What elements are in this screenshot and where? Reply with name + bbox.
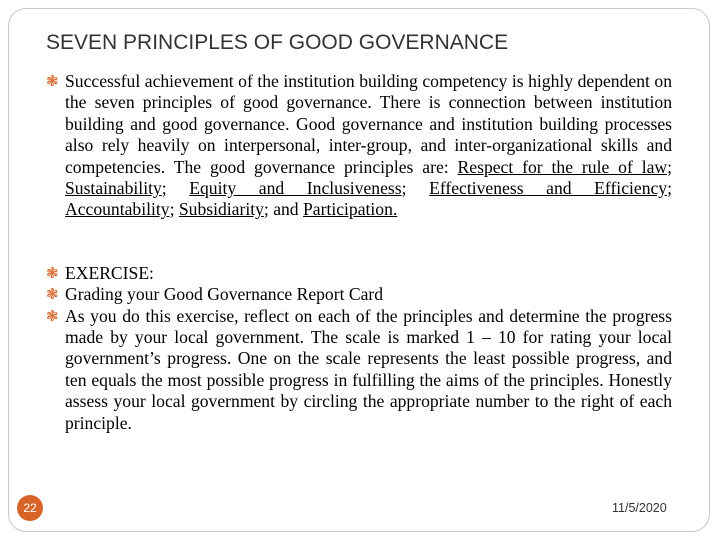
principle-subsidiarity: Subsidiarity (178, 199, 264, 220)
slide-body (46, 71, 672, 434)
principle-sustainability: Sustainability (65, 178, 162, 199)
principle-participation: Participation. (303, 199, 398, 220)
principle-effectiveness: Effectiveness and Efficiency (429, 178, 668, 199)
bullet-icon: ❃ (46, 308, 59, 325)
intro-bullet: ❃ Successful achievement of the institution building competency is highly dependent on the seven principles of good governance. There is connection between institution building and good governance. Good governance and institution building processes also rely heavily on interpersonal, inter-group, and inter-organizational skills and competencies. The good governance principles are: Respect for the rule of law; Sustainability; Equity and Inclusiveness; Effectiveness and Efficiency; Accountability; Subsidiarity; and Participation. (46, 71, 673, 220)
slide-date: 11/5/2020 (612, 501, 667, 515)
principle-accountability: Accountability (65, 199, 170, 220)
bullet-icon: ❃ (46, 287, 59, 304)
exercise-bullet (46, 263, 672, 284)
intro-text: Successful achievement of the institution building competency is highly dependent on the seven principles of good governance. There is connection between institution building and good governance. Good governance and institution building processes also rely heavily on interpersonal, inter-group, and inter-organizational skills and competencies. The good governance principles are: (65, 71, 672, 177)
bullet-icon: ❃ (46, 74, 59, 90)
slide-title: SEVEN PRINCIPLES OF GOOD GOVERNANCE (46, 31, 509, 54)
report-card-text: Grading your Good Governance Report Card (65, 284, 384, 305)
instructions-text: As you do this exercise, reflect on each of the principles and determine the progress made by your local government. The scale is marked 1 – 10 for rating your local government’s progress. One on the scale represents the least possible progress, and ten equals the most possible progress in fulfilling the aims of the principles. Honestly assess your local government by circling the appropriate number to the right of each principle. (65, 305, 672, 433)
exercise-heading: EXERCISE: (65, 262, 154, 283)
principle-rule-of-law: Respect for the rule of law (457, 156, 668, 177)
principle-equity: Equity and Inclusiveness (189, 178, 402, 199)
page-number-badge: 22 (17, 495, 43, 521)
bullet-icon: ❃ (46, 265, 59, 282)
report-card-bullet (46, 284, 672, 305)
instructions-bullet (46, 306, 672, 434)
